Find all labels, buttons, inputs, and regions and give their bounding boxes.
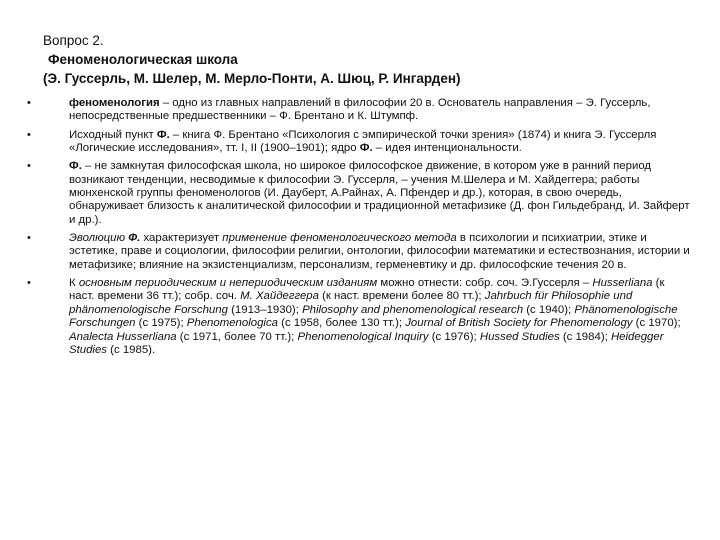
definition-text: – одно из главных направлений в философии 20 в. Основатель направления – Э. Гуссерль, непосредственные предшественники – Ф. Брентано и К. Штумпф. bbox=[69, 97, 651, 123]
text-segment: – идея интенциональности. bbox=[372, 142, 522, 155]
text-segment: (к наст. времени более 80 тт.); bbox=[318, 290, 485, 303]
text-segment: (с 1984); bbox=[559, 330, 611, 343]
school-title: Феноменологическая школа bbox=[48, 52, 238, 67]
text-segment: можно отнести: собр. соч. Э.Гуссерля – bbox=[377, 277, 593, 290]
text-segment: (с 1975); bbox=[135, 317, 187, 330]
bullet-icon: • bbox=[27, 277, 31, 290]
term-phenomenology: феноменология bbox=[69, 97, 160, 109]
list-item bbox=[27, 97, 693, 124]
list-item bbox=[27, 232, 693, 272]
publication-title: Phenomenological Inquiry bbox=[297, 330, 429, 343]
abbr-f: Ф. bbox=[156, 128, 170, 141]
text-segment: К bbox=[69, 277, 79, 290]
abbr-f: Ф. bbox=[69, 160, 82, 173]
publication-title: Philosophy and phenomenological research bbox=[302, 303, 524, 316]
publication-title: Hussed Studies bbox=[479, 330, 560, 343]
text-segment: (с 1970); bbox=[632, 317, 681, 330]
text-segment: – не замкнутая философская школа, но широкое философское движение, в котором уже в ранний период возникают тенденции, несводимые к философии Э. Гуссерля, – учения М.Шелера и М. Хайдеггера; работы мюнхенской группы феноменологов (И. Дауберт, А.Райнах, А. Пфендер и др.), которая, в свою очередь, обнаруживает близость к аналитической философии и традиционной метафизике (Д. фон Гильдебранд, И. Зайферт и др.). bbox=[69, 160, 690, 226]
abbr-f: Ф. bbox=[128, 232, 141, 245]
list-item bbox=[27, 277, 693, 357]
publication-title: Phänomenologische Forschungen bbox=[69, 303, 678, 330]
publication-title: Journal of British Society for Phenomenology bbox=[405, 317, 633, 330]
bullet-list bbox=[27, 97, 693, 362]
publication-title: М. Хайдеггера bbox=[240, 290, 319, 303]
question-number: Вопрос 2. bbox=[43, 33, 104, 48]
bullet-icon: • bbox=[27, 128, 31, 141]
list-item bbox=[27, 160, 693, 227]
text-segment: Эволюцию bbox=[69, 232, 129, 245]
method-phrase: применение феноменологического метода bbox=[222, 232, 457, 245]
text-segment: Исходный пункт bbox=[69, 128, 157, 141]
text-segment: – книга Ф. Брентано «Психология с эмпирической точки зрения» (1874) и книга Э. Гуссерля «Логические исследования», тт. I, II (1900–1901); ядро bbox=[69, 128, 657, 155]
bullet-icon: • bbox=[27, 97, 31, 109]
publication-title: Husserliana bbox=[592, 277, 653, 290]
text-segment: (1913–1930); bbox=[227, 303, 303, 316]
text-segment: (с 1958, более 130 тт.); bbox=[277, 317, 406, 330]
list-item bbox=[27, 129, 693, 156]
text-segment: в психологии и психиатрии, этике и эстетике, праве и социологии, философии религии, онтологии, философии математики и естествознания, истории и метафизике; влияние на экзистенциализм, персонализм, герменевтику и др. философские течения 20 в. bbox=[69, 232, 690, 271]
abbr-f: Ф. bbox=[359, 142, 373, 155]
bullet-icon: • bbox=[27, 160, 31, 173]
text-segment: (с 1985). bbox=[107, 344, 156, 357]
publication-title: Heidegger Studies bbox=[69, 330, 664, 357]
text-segment: (с 1976); bbox=[428, 330, 480, 343]
publication-title: Jahrbuch für Philosophie und phänomenologische Forschung bbox=[69, 290, 633, 316]
publications-phrase: основным периодическим и непериодическим изданиям bbox=[78, 277, 378, 290]
question-heading bbox=[43, 31, 683, 88]
text-segment: характеризует bbox=[140, 232, 223, 245]
text-segment: (к наст. времени 36 тт.); собр. соч. bbox=[69, 277, 665, 303]
text-segment: (с 1940); bbox=[523, 303, 575, 316]
publication-title: Phenomenologica bbox=[186, 317, 278, 330]
text-segment: (с 1971, более 70 тт.); bbox=[176, 330, 298, 343]
school-representatives: (Э. Гуссерль, М. Шелер, М. Мерло-Понти, А. Шюц, Р. Ингарден) bbox=[43, 71, 461, 86]
publication-title: Analecta Husserliana bbox=[69, 330, 177, 343]
bullet-icon: • bbox=[27, 232, 31, 245]
